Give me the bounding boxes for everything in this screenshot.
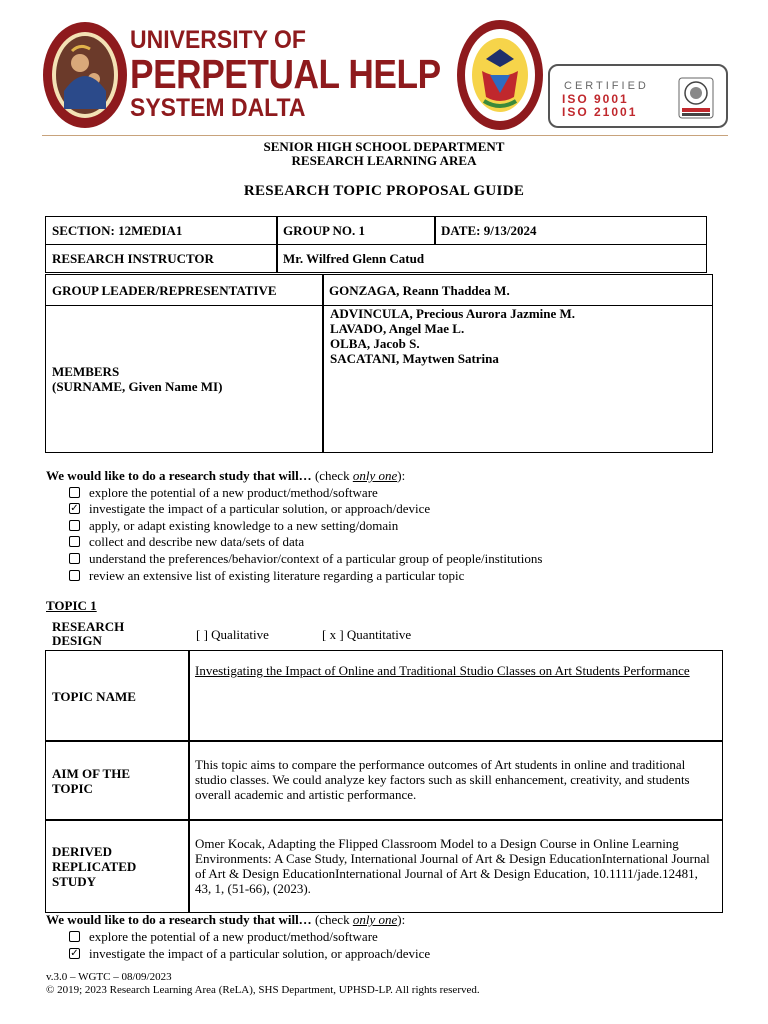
checkbox-checked-icon[interactable]: ✓ bbox=[70, 503, 79, 514]
derived-study-label bbox=[45, 819, 190, 913]
bureau-veritas-logo bbox=[676, 76, 716, 120]
checkbox-icon[interactable] bbox=[69, 931, 80, 942]
university-name-line2: PERPETUAL HELP bbox=[130, 51, 441, 97]
iso-codes bbox=[562, 93, 637, 119]
study-intro-bold: We would like to do a research study that will… bbox=[46, 468, 312, 483]
checkbox-icon[interactable] bbox=[69, 570, 80, 581]
university-seal-logo bbox=[42, 21, 128, 129]
aim-label-line2: TOPIC bbox=[52, 780, 93, 796]
derived-label-line1: DERIVED bbox=[52, 843, 112, 859]
design-option-quantitative[interactable]: [ x ] Quantitative bbox=[322, 627, 412, 642]
study-option-collect[interactable] bbox=[69, 534, 304, 549]
study-option-apply[interactable] bbox=[69, 518, 398, 533]
instructor-label: RESEARCH INSTRUCTOR bbox=[45, 244, 278, 273]
members-label-line2: (SURNAME, Given Name MI) bbox=[52, 379, 223, 394]
aim-value: This topic aims to compare the performance outcomes of Art students in online and traditional studio classes. We could analyze key factors such as skill enhancement, creativity, and students overall academic and artistic performance. bbox=[188, 740, 723, 821]
members-label bbox=[45, 305, 324, 453]
university-name-line1: UNIVERSITY OF bbox=[130, 26, 306, 54]
group-cell: GROUP NO. 1 bbox=[276, 216, 436, 245]
study-option-understand[interactable] bbox=[69, 551, 542, 566]
certified-label: CERTIFIED bbox=[564, 80, 649, 92]
study-intro-paren-close: ): bbox=[397, 468, 406, 483]
member-name: LAVADO, Angel Mae L. bbox=[330, 321, 465, 336]
topic-heading: TOPIC 1 bbox=[46, 598, 97, 613]
members-list bbox=[330, 306, 575, 366]
study-option-review[interactable] bbox=[69, 568, 464, 583]
derived-label-line2: REPLICATED bbox=[52, 858, 137, 874]
study-option-label: investigate the impact of a particular solution, or approach/device bbox=[89, 501, 431, 516]
study-option-label: explore the potential of a new product/method/software bbox=[89, 485, 378, 500]
study-intro-only-one: only one bbox=[352, 912, 398, 927]
document-header bbox=[0, 0, 768, 140]
iso-21001: ISO 21001 bbox=[562, 105, 638, 119]
study-intro-paren-close: ): bbox=[397, 912, 406, 927]
aim-label-line1: AIM OF THE bbox=[52, 765, 131, 781]
study-option-label: explore the potential of a new product/method/software bbox=[89, 929, 378, 944]
topic-name-value: Investigating the Impact of Online and Traditional Studio Classes on Art Students Performance bbox=[195, 663, 690, 678]
university-name-line3: SYSTEM DALTA bbox=[130, 94, 306, 122]
members-label-line1: MEMBERS bbox=[52, 364, 120, 379]
checkbox-icon[interactable] bbox=[69, 553, 80, 564]
study-option-explore[interactable] bbox=[69, 485, 378, 500]
guide-title: RESEARCH TOPIC PROPOSAL GUIDE bbox=[243, 183, 525, 199]
leader-label: GROUP LEADER/REPRESENTATIVE bbox=[45, 274, 324, 306]
study2-option-explore[interactable] bbox=[69, 929, 378, 944]
header-divider bbox=[42, 135, 728, 136]
study-intro bbox=[46, 468, 405, 484]
checkbox-icon[interactable] bbox=[69, 536, 80, 547]
study-option-label: apply, or adapt existing knowledge to a new setting/domain bbox=[89, 518, 399, 533]
checkbox-checked-icon[interactable]: ✓ bbox=[70, 948, 79, 959]
study-option-label: review an extensive list of existing literature regarding a particular topic bbox=[89, 568, 465, 583]
aim-label bbox=[45, 740, 190, 821]
iso-certification-badge bbox=[548, 64, 728, 128]
footer-copyright: © 2019; 2023 Research Learning Area (ReLA), SHS Department, UPHSD-LP. All rights reserved. bbox=[46, 984, 480, 996]
topic-name-label: TOPIC NAME bbox=[45, 650, 190, 742]
study-option-label: collect and describe new data/sets of data bbox=[89, 534, 305, 549]
design-option-qualitative[interactable]: [ ] Qualitative bbox=[196, 627, 269, 642]
study-intro-2 bbox=[46, 912, 405, 928]
study-option-investigate[interactable] bbox=[69, 501, 430, 516]
checkbox-icon[interactable] bbox=[69, 520, 80, 531]
footer-version: v.3.0 – WGTC – 08/09/2023 bbox=[46, 971, 172, 983]
research-design-label bbox=[52, 620, 124, 648]
research-design-label-line2: DESIGN bbox=[52, 633, 102, 648]
member-name: OLBA, Jacob S. bbox=[330, 336, 420, 351]
topic-name-value-cell bbox=[188, 650, 723, 742]
study-intro-paren-open: (check bbox=[311, 912, 353, 927]
derived-study-value: Omer Kocak, Adapting the Flipped Classroom Model to a Design Course in Online Learning Environments: A Case Study, International Journal of Art & Design EducationInternational Journal of Art & Design EducationInternational Journal of Art & Design Education, 10.1111/jade.12481, 43, 1, (51-66), (2023). bbox=[188, 819, 723, 913]
leader-value: GONZAGA, Reann Thaddea M. bbox=[322, 274, 713, 306]
instructor-value: Mr. Wilfred Glenn Catud bbox=[276, 244, 707, 273]
university-name bbox=[130, 28, 491, 121]
member-name: SACATANI, Maytwen Satrina bbox=[330, 351, 499, 366]
study-intro-only-one: only one bbox=[352, 468, 398, 483]
research-design-label-line1: RESEARCH bbox=[52, 619, 125, 634]
date-cell: DATE: 9/13/2024 bbox=[434, 216, 707, 245]
study-intro-paren-open: (check bbox=[311, 468, 353, 483]
study-option-label: investigate the impact of a particular solution, or approach/device bbox=[89, 946, 431, 961]
member-name: ADVINCULA, Precious Aurora Jazmine M. bbox=[330, 306, 576, 321]
study-intro-bold: We would like to do a research study that will… bbox=[46, 912, 312, 927]
checkbox-icon[interactable] bbox=[69, 487, 80, 498]
derived-label-line3: STUDY bbox=[52, 873, 97, 889]
shs-department-seal-logo bbox=[456, 19, 544, 131]
section-cell: SECTION: 12MEDIA1 bbox=[45, 216, 278, 245]
iso-9001: ISO 9001 bbox=[562, 92, 629, 106]
department-title: SENIOR HIGH SCHOOL DEPARTMENT bbox=[263, 139, 505, 154]
study-option-label: understand the preferences/behavior/context of a particular group of people/institutions bbox=[89, 551, 543, 566]
area-title: RESEARCH LEARNING AREA bbox=[291, 153, 477, 168]
study2-option-investigate[interactable] bbox=[69, 946, 430, 961]
